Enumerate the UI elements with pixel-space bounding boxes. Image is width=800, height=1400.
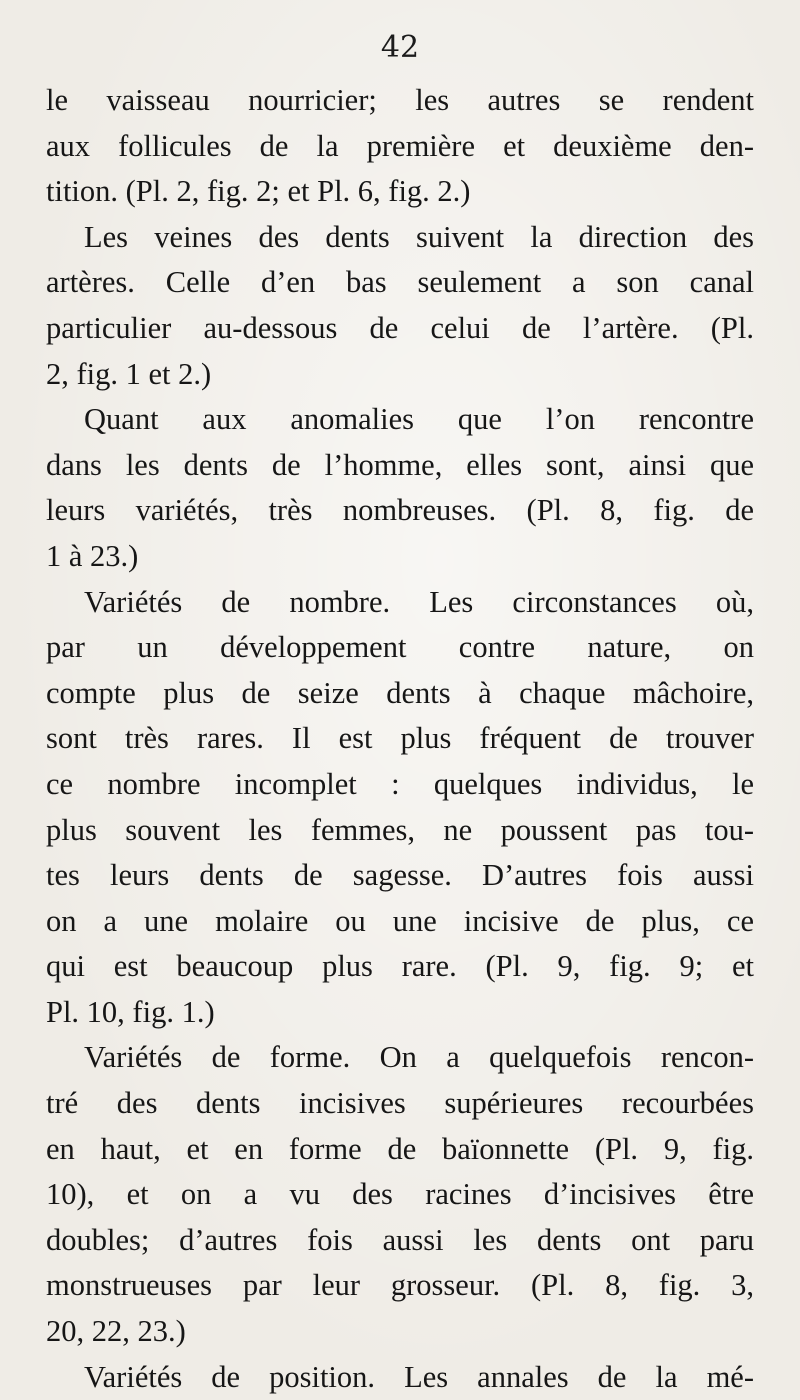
text-line: doubles; d’autres fois aussi les dents ont paru — [46, 1222, 754, 1257]
text-line: 10), et on a vu des racines d’incisives être — [46, 1177, 754, 1212]
text-line: particulier au-dessous de celui de l’artère. (Pl. — [46, 310, 754, 345]
text-line: ce nombre incomplet : quelques individus, le — [46, 766, 754, 801]
text-line: 20, 22, 23.) — [46, 1314, 186, 1349]
text-line: artères. Celle d’en bas seulement a son canal — [46, 265, 754, 300]
text-line: leurs variétés, très nombreuses. (Pl. 8, fig. de — [46, 493, 754, 528]
text-line: 1 à 23.) — [46, 538, 139, 573]
text-line: on a une molaire ou une incisive de plus, ce — [46, 903, 754, 938]
text-line: Quant aux anomalies que l’on rencontre — [84, 402, 754, 437]
text-line: qui est beaucoup plus rare. (Pl. 9, fig. 9; et — [46, 949, 754, 984]
text-line: compte plus de seize dents à chaque mâchoire, — [46, 675, 754, 710]
text-line: Variétés de forme. On a quelquefois rencon- — [84, 1040, 754, 1075]
text-line: Les veines des dents suivent la direction des — [84, 219, 754, 254]
body-text — [46, 78, 754, 1400]
text-line: Pl. 10, fig. 1.) — [46, 994, 215, 1029]
text-line: en haut, et en forme de baïonnette (Pl. 9, fig. — [46, 1131, 754, 1166]
text-line: 2, fig. 1 et 2.) — [46, 356, 212, 391]
text-line: tes leurs dents de sagesse. D’autres fois aussi — [46, 858, 754, 893]
text-line: tition. (Pl. 2, fig. 2; et Pl. 6, fig. 2.) — [46, 174, 471, 209]
text-line: tré des dents incisives supérieures recourbées — [46, 1086, 754, 1121]
text-line: aux follicules de la première et deuxième den- — [46, 128, 754, 163]
text-line: Variétés de nombre. Les circonstances où, — [84, 584, 754, 619]
text-line: dans les dents de l’homme, elles sont, ainsi que — [46, 447, 754, 482]
text-line: sont très rares. Il est plus fréquent de trouver — [46, 721, 754, 756]
text-line: le vaisseau nourricier; les autres se rendent — [46, 83, 754, 117]
text-line: par un développement contre nature, on — [46, 630, 754, 665]
page-number: 42 — [380, 30, 420, 65]
text-line: monstrueuses par leur grosseur. (Pl. 8, fig. 3, — [46, 1268, 754, 1303]
text-line: plus souvent les femmes, ne poussent pas tou- — [46, 812, 754, 847]
text-line: Variétés de position. Les annales de la mé- — [84, 1359, 754, 1394]
